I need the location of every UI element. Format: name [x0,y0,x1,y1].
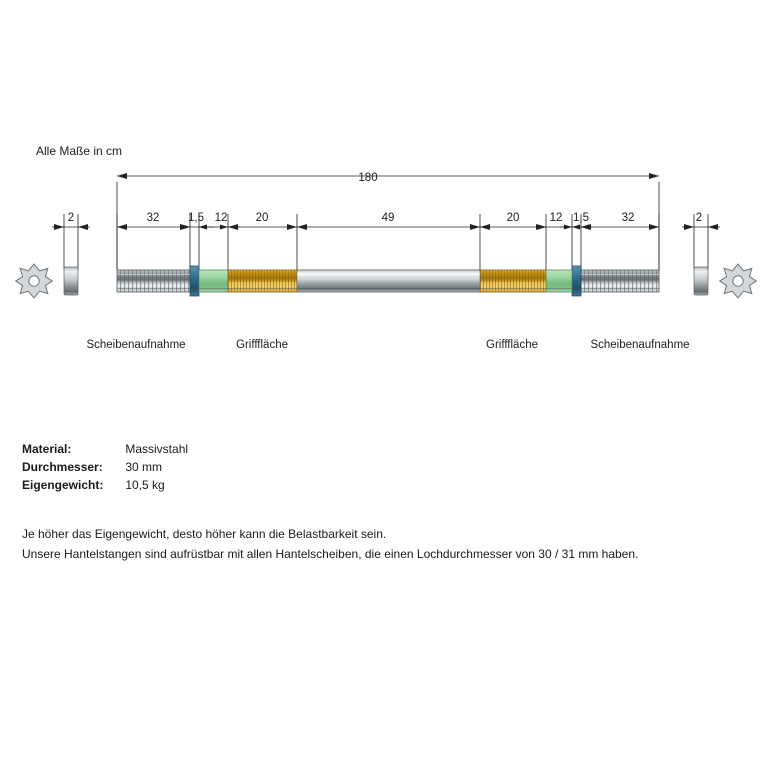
spec-value-weight: 10,5 kg [125,478,165,492]
spec-key-material: Material: [22,442,72,456]
right-collar [694,267,708,295]
dim-left-collar: 2 [67,212,75,224]
footer-line-2: Unsere Hantelstangen sind aufrüstbar mit allen Hantelscheiben, die einen Lochdurchmesser von 30 / 31 mm haben. [22,547,639,561]
dim-left-knurl: 20 [255,212,269,224]
left-collar [64,267,78,295]
dim-right-green: 12 [549,212,563,224]
footer-notes [22,524,638,564]
dim-left-green: 12 [214,212,228,224]
label-left-grip: Grifffläche [236,339,288,351]
dim-right-collar: 2 [695,212,703,224]
left-star-lock [16,264,53,298]
spec-value-diameter: 30 mm [125,460,163,474]
label-left-plate-holder: Scheibenaufnahme [86,339,186,351]
right-star-lock [720,264,757,298]
spec-key-diameter: Durchmesser: [22,460,103,474]
table-row [22,478,188,496]
dim-right-sleeve: 32 [621,212,635,224]
label-right-plate-holder: Scheibenaufnahme [590,339,690,351]
dim-right-knurl: 20 [506,212,520,224]
dim-right-ring: 1,5 [573,212,589,224]
barbell-body [16,264,757,298]
dim-left-sleeve: 32 [146,212,160,224]
specifications-table [22,442,188,496]
table-row [22,442,188,460]
units-note: Alle Maße in cm [36,144,123,158]
label-right-grip: Grifffläche [486,339,538,351]
dim-center-shaft: 49 [381,212,395,224]
table-row [22,460,188,478]
dim-total-length: 180 [358,172,378,184]
dim-left-ring: 1,5 [188,212,204,224]
spec-key-weight: Eigengewicht: [22,478,104,492]
footer-line-1: Je höher das Eigengewicht, desto höher kann die Belastbarkeit sein. [22,527,387,541]
spec-value-material: Massivstahl [125,442,189,456]
